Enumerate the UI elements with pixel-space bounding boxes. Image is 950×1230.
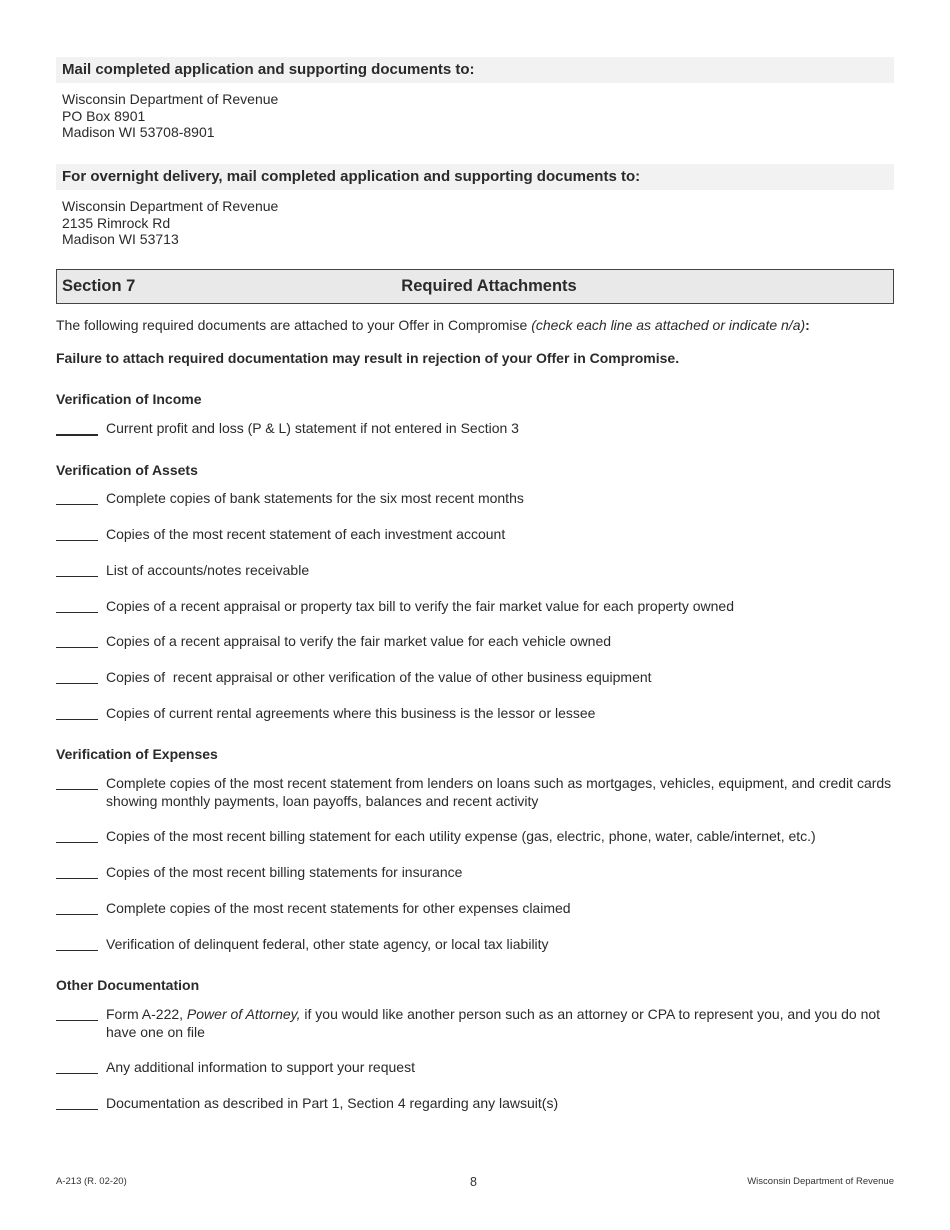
overnight-address-line: Madison WI 53713 <box>62 231 179 247</box>
footer-agency: Wisconsin Department of Revenue <box>747 1176 894 1187</box>
item-text: Documentation as described in Part 1, Section 4 regarding any lawsuit(s) <box>106 1095 559 1111</box>
item-text: Any additional information to support your request <box>106 1059 415 1075</box>
item-text: Copies of the most recent billing statement for each utility expense (gas, electric, phone, water, cable/internet, etc.) <box>106 828 816 844</box>
checklist-item <box>56 489 894 507</box>
assets-heading: Verification of Assets <box>56 462 198 478</box>
check-line[interactable] <box>56 878 98 879</box>
overnight-address-line: 2135 Rimrock Rd <box>62 214 171 231</box>
item-text: Copies of the most recent billing statements for insurance <box>106 864 463 880</box>
check-line[interactable] <box>56 789 98 790</box>
item-text: Complete copies of bank statements for the six most recent months <box>106 490 524 506</box>
item-text: Copies of a recent appraisal to verify the fair market value for each vehicle owned <box>106 633 612 649</box>
mailing-heading: Mail completed application and supporting documents to: <box>56 57 894 83</box>
check-line[interactable] <box>56 540 98 541</box>
item-text: Copies of recent appraisal or other verification of the value of other business equipment <box>106 669 652 685</box>
checklist-item <box>56 863 894 881</box>
checklist-item <box>56 1094 894 1112</box>
overnight-address-line: Wisconsin Department of Revenue <box>62 198 279 214</box>
item-text: Copies of a recent appraisal or property tax bill to verify the fair market value for each property owned <box>106 598 734 614</box>
check-line[interactable] <box>56 842 98 843</box>
check-line[interactable] <box>56 1020 98 1021</box>
intro-text <box>56 316 810 334</box>
check-line[interactable] <box>56 719 98 720</box>
check-line[interactable] <box>56 683 98 684</box>
check-line[interactable] <box>56 1109 98 1110</box>
check-line[interactable] <box>56 1073 98 1074</box>
check-line[interactable] <box>56 612 98 613</box>
item-text: Complete copies of the most recent statements for other expenses claimed <box>106 900 571 916</box>
check-line[interactable] <box>56 950 98 951</box>
other-heading: Other Documentation <box>56 977 200 993</box>
rejection-warning: Failure to attach required documentation may result in rejection of your Offer in Compromise. <box>56 350 680 366</box>
section-title: Required Attachments <box>401 277 577 295</box>
form-id: A-213 (R. 02-20) <box>56 1176 127 1187</box>
mailing-address-line: PO Box 8901 <box>62 107 146 124</box>
poa-prefix: Form A-222, <box>106 1006 187 1022</box>
checklist-item <box>56 704 894 722</box>
intro-main: The following required documents are attached to your Offer in Compromise <box>56 317 532 333</box>
item-text: Copies of the most recent statement of each investment account <box>106 526 506 542</box>
checklist-item <box>56 899 894 917</box>
check-line[interactable] <box>56 504 98 505</box>
item-text: Verification of delinquent federal, other state agency, or local tax liability <box>106 936 549 952</box>
mailing-address-line: Madison WI 53708-8901 <box>62 124 215 140</box>
check-line[interactable] <box>56 576 98 577</box>
income-heading: Verification of Income <box>56 391 202 407</box>
item-text: Copies of current rental agreements where this business is the lessor or lessee <box>106 705 596 721</box>
checklist-item <box>56 597 894 615</box>
checklist-item <box>56 1058 894 1076</box>
intro-colon: : <box>805 317 810 333</box>
page-number: 8 <box>470 1175 477 1189</box>
item-text: Complete copies of the most recent statement from lenders on loans such as mortgages, vehicles, equipment, and credit cards showing monthly payments, loan payoffs, balances and recent activity <box>106 775 892 809</box>
poa-suffix: if you would like another person such as an attorney or CPA to represent you, and you do not have one on file <box>106 1006 881 1040</box>
checklist-item <box>56 525 894 543</box>
checklist-item <box>56 668 894 686</box>
item-text <box>106 1005 894 1041</box>
item-text: List of accounts/notes receivable <box>106 562 310 578</box>
checklist-item <box>56 419 894 437</box>
item-text: Current profit and loss (P & L) statement if not entered in Section 3 <box>106 420 519 436</box>
checklist-item <box>56 774 894 810</box>
checklist-item <box>56 935 894 953</box>
section-number: Section 7 <box>62 277 136 295</box>
overnight-heading: For overnight delivery, mail completed application and supporting documents to: <box>56 164 894 190</box>
checklist-item <box>56 1005 894 1041</box>
overnight-address <box>62 198 278 248</box>
check-line[interactable] <box>56 434 98 436</box>
checklist-item <box>56 827 894 845</box>
section-header <box>56 269 894 304</box>
expenses-heading: Verification of Expenses <box>56 746 218 762</box>
check-line[interactable] <box>56 647 98 648</box>
checklist-item <box>56 632 894 650</box>
mailing-address-line: Wisconsin Department of Revenue <box>62 91 279 107</box>
intro-italic: (check each line as attached or indicate n/a) <box>531 317 806 333</box>
check-line[interactable] <box>56 914 98 915</box>
poa-title: Power of Attorney, <box>186 1006 301 1022</box>
checklist-item <box>56 561 894 579</box>
mailing-address <box>62 91 278 141</box>
